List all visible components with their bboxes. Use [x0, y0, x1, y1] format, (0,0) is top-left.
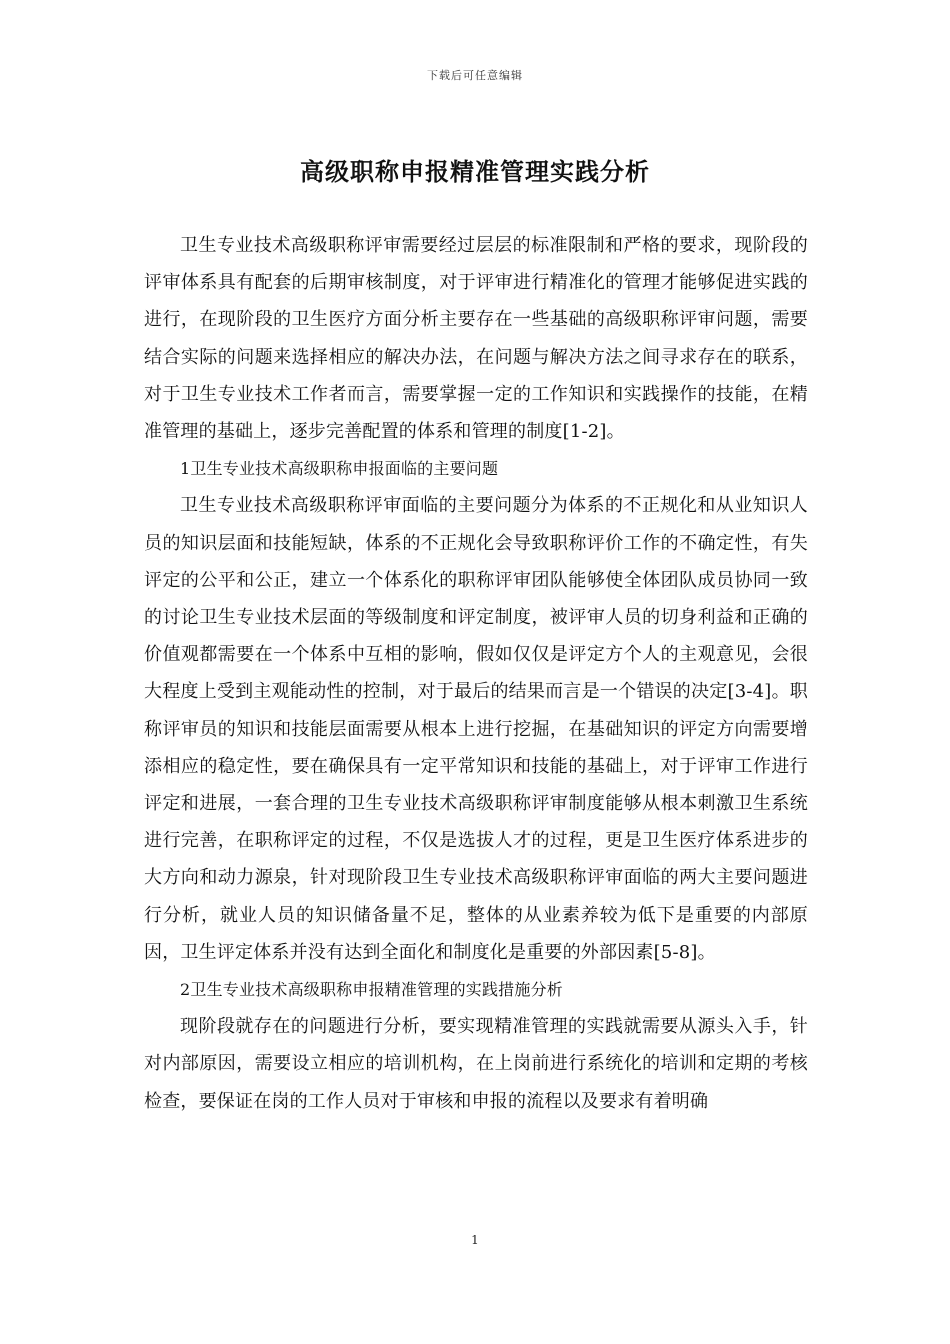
- document-title: 高级职称申报精准管理实践分析: [300, 157, 650, 186]
- section-1-paragraph: 卫生专业技术高级职称评审面临的主要问题分为体系的不正规化和从业知识人员的知识层面和技能短缺，体系的不正规化会导致职称评价工作的不确定性，有失评定的公平和公正，建立一个体系化的职称评审团队能够使全体团队成员协同一致的讨论卫生专业技术层面的等级制度和评定制度，被评审人员的切身利益和正确的价值观都需要在一个体系中互相的影响，假如仅仅是评定方个人的主观意见，会很大程度上受到主观能动性的控制，对于最后的结果而言是一个错误的决定[3-4]。职称评审员的知识和技能层面需要从根本上进行挖掘，在基础知识的评定方向需要增添相应的稳定性，要在确保具有一定平常知识和技能的基础上，对于评审工作进行评定和进展，一套合理的卫生专业技术高级职称评审制度能够从根本刺激卫生系统进行完善，在职称评定的过程，不仅是选拔人才的过程，更是卫生医疗体系进步的大方向和动力源泉，针对现阶段卫生专业技术高级职称评审面临的两大主要问题进行分析，就业人员的知识储备量不足，整体的从业素养较为低下是重要的内部原因，卫生评定体系并没有达到全面化和制度化是重要的外部因素[5-8]。: [144, 495, 808, 963]
- page-number: 1: [471, 1233, 479, 1247]
- section-2-paragraph: 现阶段就存在的问题进行分析，要实现精准管理的实践就需要从源头入手，针对内部原因，需要设立相应的培训机构，在上岗前进行系统化的培训和定期的考核检查，要保证在岗的工作人员对于审核和申报的流程以及要求有着明确: [144, 1016, 808, 1112]
- document-body: [144, 227, 808, 1120]
- page-header-note: 下载后可任意编辑: [427, 69, 523, 82]
- section-heading-1: 1卫生专业技术高级职称申报面临的主要问题: [180, 459, 499, 479]
- intro-paragraph: 卫生专业技术高级职称评审需要经过层层的标准限制和严格的要求，现阶段的评审体系具有配套的后期审核制度，对于评审进行精准化的管理才能够促进实践的进行，在现阶段的卫生医疗方面分析主要存在一些基础的高级职称评审问题，需要结合实际的问题来选择相应的解决办法，在问题与解决方法之间寻求存在的联系，对于卫生专业技术工作者而言，需要掌握一定的工作知识和实践操作的技能，在精准管理的基础上，逐步完善配置的体系和管理的制度[1-2]。: [144, 235, 808, 443]
- section-heading-2: 2卫生专业技术高级职称申报精准管理的实践措施分析: [180, 980, 563, 1000]
